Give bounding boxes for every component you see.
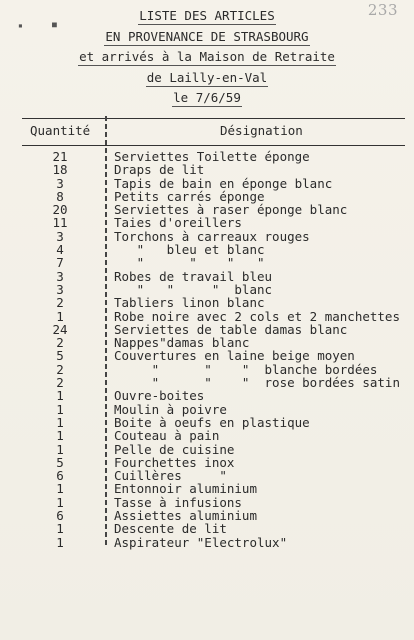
header-line-5: le 7/6/59: [173, 90, 241, 105]
row-quantity: 2: [56, 375, 64, 391]
row-quantity: 18: [52, 162, 68, 178]
row-quantity: 20: [52, 202, 68, 218]
row-quantity: 2: [56, 361, 64, 377]
row-designation: " " " blanche bordées: [114, 361, 378, 377]
row-designation: " " " ": [114, 255, 265, 271]
row-designation: Fourchettes inox: [114, 454, 235, 470]
row-designation: Serviettes de table damas blanc: [114, 321, 348, 337]
table-row: [22, 403, 412, 416]
row-designation: Descente de lit: [114, 521, 227, 537]
row-designation: Robe noire avec 2 cols et 2 manchettes: [114, 308, 400, 324]
row-quantity: 2: [56, 295, 64, 311]
row-quantity: 1: [56, 441, 64, 457]
row-quantity: 6: [56, 508, 64, 524]
document-header: [0, 6, 414, 109]
table-row: [22, 522, 412, 535]
table-row: [22, 230, 412, 243]
row-quantity: 3: [56, 281, 64, 297]
row-designation: Draps de lit: [114, 162, 205, 178]
table-row: [22, 496, 412, 509]
row-designation: Serviettes Toilette éponge: [114, 149, 310, 164]
table-row: [22, 389, 412, 402]
row-quantity: 1: [56, 414, 64, 430]
table-row: [22, 296, 412, 309]
table-row: [22, 536, 412, 549]
row-designation: " " " blanc: [114, 281, 273, 297]
row-quantity: 2: [56, 335, 64, 351]
row-designation: " " " rose bordées satin: [114, 375, 400, 391]
column-header-quantity: Quantité: [30, 123, 91, 138]
row-designation: Moulin à poivre: [114, 401, 227, 417]
row-designation: Aspirateur "Electrolux": [114, 534, 288, 550]
row-designation: Robes de travail bleu: [114, 268, 273, 284]
margin-mark-left: ▪: [18, 21, 23, 30]
table-row: [22, 163, 412, 176]
table-row: [22, 482, 412, 495]
row-designation: Boite à oeufs en plastique: [114, 414, 310, 430]
table-row: [22, 469, 412, 482]
row-designation: Ouvre-boites: [114, 388, 205, 404]
row-quantity: 6: [56, 468, 64, 484]
table-row: [22, 216, 412, 229]
table-row: [22, 203, 412, 216]
row-designation: Couteau à pain: [114, 428, 220, 444]
row-designation: Petits carrés éponge: [114, 188, 265, 204]
table-rule-top: [22, 118, 405, 119]
row-quantity: 21: [52, 149, 68, 164]
row-designation: Tabliers linon blanc: [114, 295, 265, 311]
table-row: [22, 177, 412, 190]
table-row: [22, 310, 412, 323]
row-designation: Entonnoir aluminium: [114, 481, 257, 497]
row-designation: Tapis de bain en éponge blanc: [114, 175, 333, 191]
row-designation: Nappes"damas blanc: [114, 335, 250, 351]
table-row: [22, 349, 412, 362]
row-designation: Couvertures en laine beige moyen: [114, 348, 355, 364]
table-row: [22, 429, 412, 442]
table-rule-bottom: [22, 145, 405, 146]
header-line-3: et arrivés à la Maison de Retraite: [79, 49, 335, 64]
table-row: [22, 363, 412, 376]
row-designation: " bleu et blanc: [114, 242, 265, 258]
page-number: 233: [367, 1, 398, 19]
row-designation: Taies d'oreillers: [114, 215, 242, 231]
row-designation: Serviettes à raser éponge blanc: [114, 202, 348, 218]
row-designation: Pelle de cuisine: [114, 441, 235, 457]
row-designation: Torchons à carreaux rouges: [114, 228, 310, 244]
row-quantity: 11: [52, 215, 68, 231]
row-quantity: 8: [56, 188, 64, 204]
row-quantity: 1: [56, 481, 64, 497]
table-row: [22, 270, 412, 283]
row-quantity: 5: [56, 348, 64, 364]
table-row: [22, 256, 412, 269]
table-row: [22, 509, 412, 522]
row-designation: Assiettes aluminium: [114, 508, 257, 524]
item-list: [22, 150, 412, 549]
table-row: [22, 150, 412, 163]
header-line-1: LISTE DES ARTICLES: [139, 8, 275, 23]
row-quantity: 1: [56, 521, 64, 537]
margin-mark-right: ■: [52, 20, 57, 29]
row-quantity: 1: [56, 401, 64, 417]
row-quantity: 7: [56, 255, 64, 271]
table-row: [22, 336, 412, 349]
row-quantity: 1: [56, 428, 64, 444]
row-quantity: 1: [56, 308, 64, 324]
row-quantity: 4: [56, 242, 64, 258]
row-designation: Cuillères ": [114, 468, 227, 484]
table-header: [22, 121, 405, 145]
table-row: [22, 243, 412, 256]
table-row: [22, 190, 412, 203]
row-quantity: 24: [52, 321, 68, 337]
row-quantity: 3: [56, 228, 64, 244]
header-line-4: de Lailly-en-Val: [146, 69, 268, 85]
table-row: [22, 416, 412, 429]
column-header-designation: Désignation: [220, 123, 303, 138]
row-quantity: 3: [56, 175, 64, 191]
table-row: [22, 376, 412, 389]
row-designation: Tasse à infusions: [114, 494, 242, 510]
header-line-2: EN PROVENANCE DE STRASBOURG: [105, 28, 309, 44]
table-row: [22, 456, 412, 469]
row-quantity: 5: [56, 454, 64, 470]
table-row: [22, 443, 412, 456]
table-row: [22, 323, 412, 336]
row-quantity: 1: [56, 494, 64, 510]
row-quantity: 1: [56, 388, 64, 404]
table-row: [22, 283, 412, 296]
row-quantity: 1: [56, 534, 64, 550]
row-quantity: 3: [56, 268, 64, 284]
